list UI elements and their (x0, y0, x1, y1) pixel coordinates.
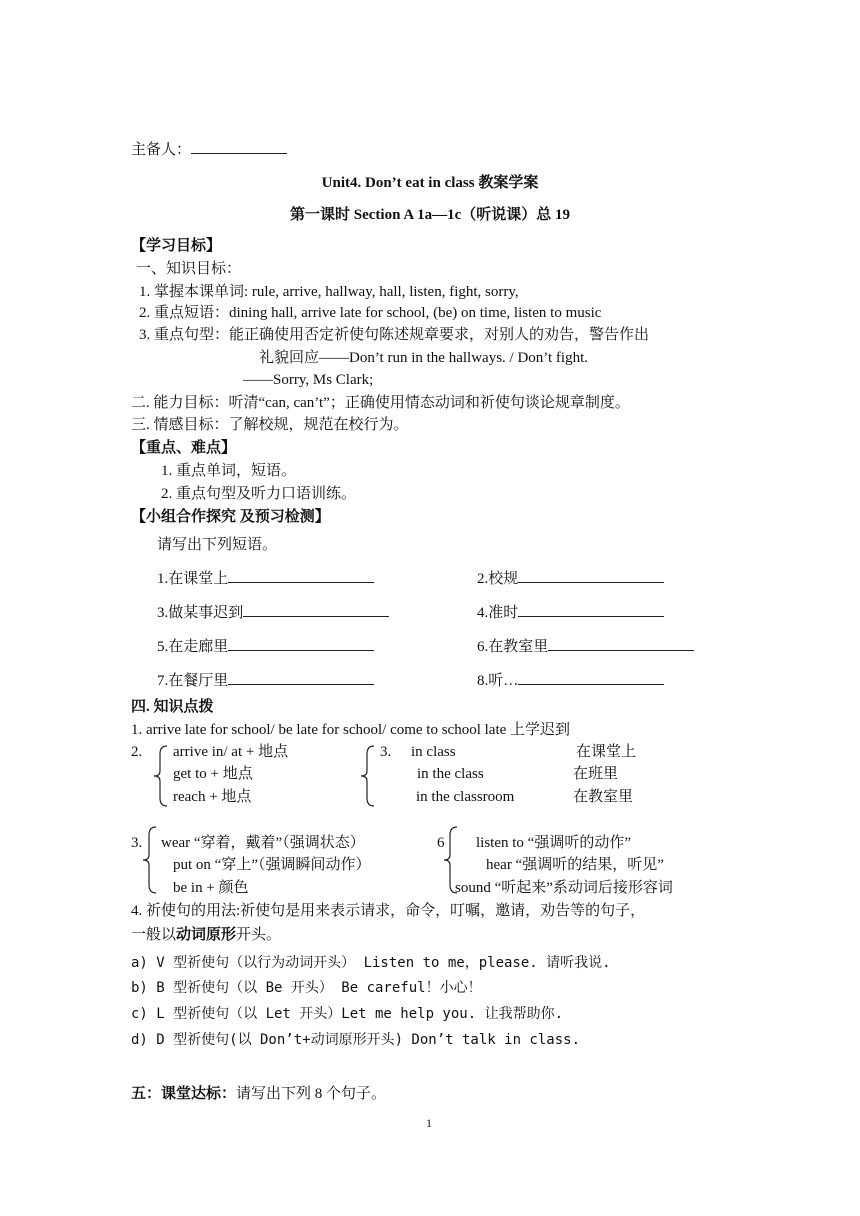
class-phrase-cn: 在课堂上 (576, 744, 637, 760)
phrase-item: 2.校规 (477, 568, 664, 589)
phrase-item: 7.在餐厅里 (157, 670, 374, 691)
wear-phrase: put on “穿上”（强调瞬间动作） (173, 857, 371, 873)
key-point-1: 1. 重点单词，短语。 (161, 463, 297, 479)
answer-blank[interactable] (228, 636, 374, 651)
curly-brace-icon (358, 744, 378, 808)
group-work-heading: 【小组合作探究 及预习检测】 (131, 509, 330, 525)
answer-blank[interactable] (243, 602, 389, 617)
wear-phrase: wear “穿着，戴着”（强调状态） (161, 835, 365, 851)
section-five (131, 1084, 386, 1104)
class-phrase-en: in class (411, 744, 456, 760)
imperative-usage: 4. 祈使句的用法:祈使句是用来表示请求，命令，叮嘱，邀请，劝告等的句子， (131, 903, 646, 919)
document-subtitle: 第一课时 Section A 1a—1c（听说课）总 19 (290, 207, 570, 223)
imperative-type-d: d) D 型祈使句(以 Don’t+动词原形开头) Don’t talk in class. (131, 1032, 581, 1048)
preparer-label: 主备人： (131, 142, 192, 158)
key-points-heading: 【重点、难点】 (131, 440, 237, 456)
knowledge-heading: 四. 知识点拨 (131, 699, 214, 715)
objective-item-3: 3. 重点句型：能正确使用否定祈使句陈述规章要求，对别人的劝告，警告作出 (139, 327, 650, 343)
verb-phrase-item: reach + 地点 (173, 789, 252, 805)
knowledge-num-3: 3. (380, 744, 392, 760)
document-title: Unit4. Don’t eat in class 教案学案 (321, 175, 539, 191)
verb-phrase-item: get to + 地点 (173, 766, 253, 782)
class-phrase-cn: 在教室里 (573, 789, 634, 805)
phrase-item: 3.做某事迟到 (157, 602, 389, 623)
knowledge-num-3b: 3. (131, 835, 143, 851)
key-point-2: 2. 重点句型及听力口语训练。 (161, 486, 357, 502)
class-phrase-en: in the class (417, 766, 484, 782)
curly-brace-icon (140, 825, 160, 895)
knowledge-line-1: 1. arrive late for school/ be late for school/ come to school late 上学迟到 (131, 722, 571, 738)
knowledge-goal-heading: 一、知识目标： (136, 261, 242, 277)
preparer-line (131, 139, 287, 160)
imperative-type-b: b) B 型祈使句（以 Be 开头） Be careful！小心！ (131, 980, 482, 996)
phrase-item: 8.听… (477, 670, 664, 691)
curly-brace-icon (151, 744, 171, 808)
section-five-text: 请写出下列 8 个句子。 (236, 1086, 387, 1102)
objectives-heading: 【学习目标】 (131, 238, 222, 254)
answer-blank[interactable] (518, 670, 664, 685)
class-phrase-cn: 在班里 (573, 766, 619, 782)
answer-blank[interactable] (548, 636, 694, 651)
answer-blank[interactable] (518, 602, 664, 617)
objective-item-3-response: ——Sorry, Ms Clark; (243, 372, 374, 388)
class-phrase-en: in the classroom (416, 789, 515, 805)
listen-phrase: hear “强调听的结果，听见” (486, 857, 664, 873)
imperative-type-v: a) V 型祈使句（以行为动词开头） Listen to me，please. 请听我说. (131, 955, 611, 971)
page-number: 1 (426, 1116, 432, 1130)
answer-blank[interactable] (228, 670, 374, 685)
section-five-label: 五：课堂达标： (131, 1086, 237, 1102)
imperative-type-l: c) L 型祈使句（以 Let 开头）Let me help you. 让我帮助你. (131, 1006, 564, 1022)
wear-phrase: be in + 颜色 (173, 880, 249, 896)
listen-phrase: listen to “强调听的动作” (476, 835, 631, 851)
answer-blank[interactable] (518, 568, 664, 583)
knowledge-num-6: 6 (437, 835, 445, 851)
verb-phrase-item: arrive in/ at + 地点 (173, 744, 289, 760)
emotion-goal: 三. 情感目标：了解校规，规范在校行为。 (131, 417, 409, 433)
ability-goal: 二. 能力目标：听清“can, can’t”；正确使用情态动词和祈使句谈论规章制度。 (131, 395, 630, 411)
phrase-item: 6.在教室里 (477, 636, 694, 657)
objective-item-2: 2. 重点短语：dining hall, arrive late for school, (be) on time, listen to music (139, 305, 602, 321)
objective-item-3-example: 礼貌回应——Don’t run in the hallways. / Don’t fight. (259, 350, 589, 366)
group-work-instruction: 请写出下列短语。 (157, 537, 278, 553)
answer-blank[interactable] (228, 568, 374, 583)
imperative-usage-cont: 一般以动词原形开头。 (131, 927, 282, 943)
knowledge-num-2: 2. (131, 744, 143, 760)
phrase-item: 4.准时 (477, 602, 664, 623)
listen-phrase: sound “听起来”系动词后接形容词 (455, 880, 673, 896)
phrase-item: 5.在走廊里 (157, 636, 374, 657)
objective-item-1: 1. 掌握本课单词: rule, arrive, hallway, hall, listen, fight, sorry, (139, 284, 519, 300)
phrase-item: 1.在课堂上 (157, 568, 374, 589)
emphasis-text: 动词原形 (176, 927, 237, 943)
preparer-blank[interactable] (191, 139, 287, 154)
